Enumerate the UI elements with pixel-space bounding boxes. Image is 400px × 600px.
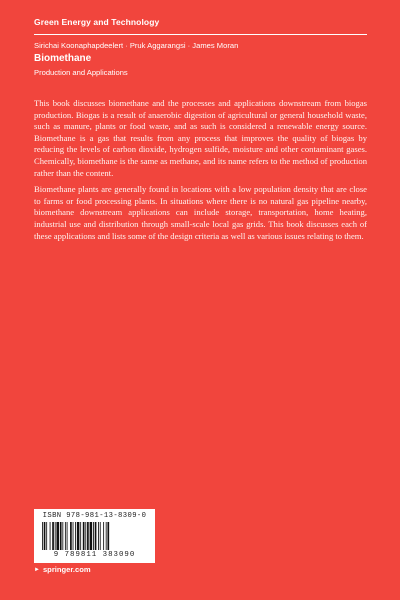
isbn-label: ISBN 978-981-13-8309-0 [42, 512, 147, 520]
arrow-right-icon: ► [34, 566, 40, 573]
barcode-bars [40, 522, 149, 550]
blurb-paragraph-2: Biomethane plants are generally found in locations with a low population density that are close to farms or food processing plants. In situations where there is no natural gas pipeline nearby, biomethane downstream applications can include storage, transportation, home heating, industrial use and distribution through small-scale local gas grids. This book discusses each of these applications and lists some of the design criteria as well as various issues relating to them. [34, 184, 367, 241]
book-subtitle: Production and Applications [34, 68, 128, 77]
book-title: Biomethane [34, 53, 92, 64]
blurb-paragraph-1: This book discusses biomethane and the processes and applications downstream from biogas production. Biogas is a result of anaerobic digestion of agricultural or general household waste, such as manure, plants or food waste, and as such is considered a renewable energy source. Biomethane is a gas that results from any process that improves the quality of biogas by reducing the levels of carbon dioxide, hydrogen sulfide, moisture and other contaminant gases. Chemically, biomethane is the same as methane, and its name refers to the method of production rather than the content. [34, 98, 367, 178]
authors: Sirichai Koonaphapdeelert · Pruk Aggarangsi · James Moran [34, 41, 239, 50]
barcode-number: 9 789811 383090 [53, 551, 136, 559]
barcode-box [34, 509, 155, 563]
header-divider [34, 34, 367, 35]
publisher-link[interactable] [34, 565, 91, 574]
series-name: Green Energy and Technology [34, 17, 160, 27]
blurb [34, 98, 367, 247]
publisher-url: springer.com [42, 565, 91, 574]
